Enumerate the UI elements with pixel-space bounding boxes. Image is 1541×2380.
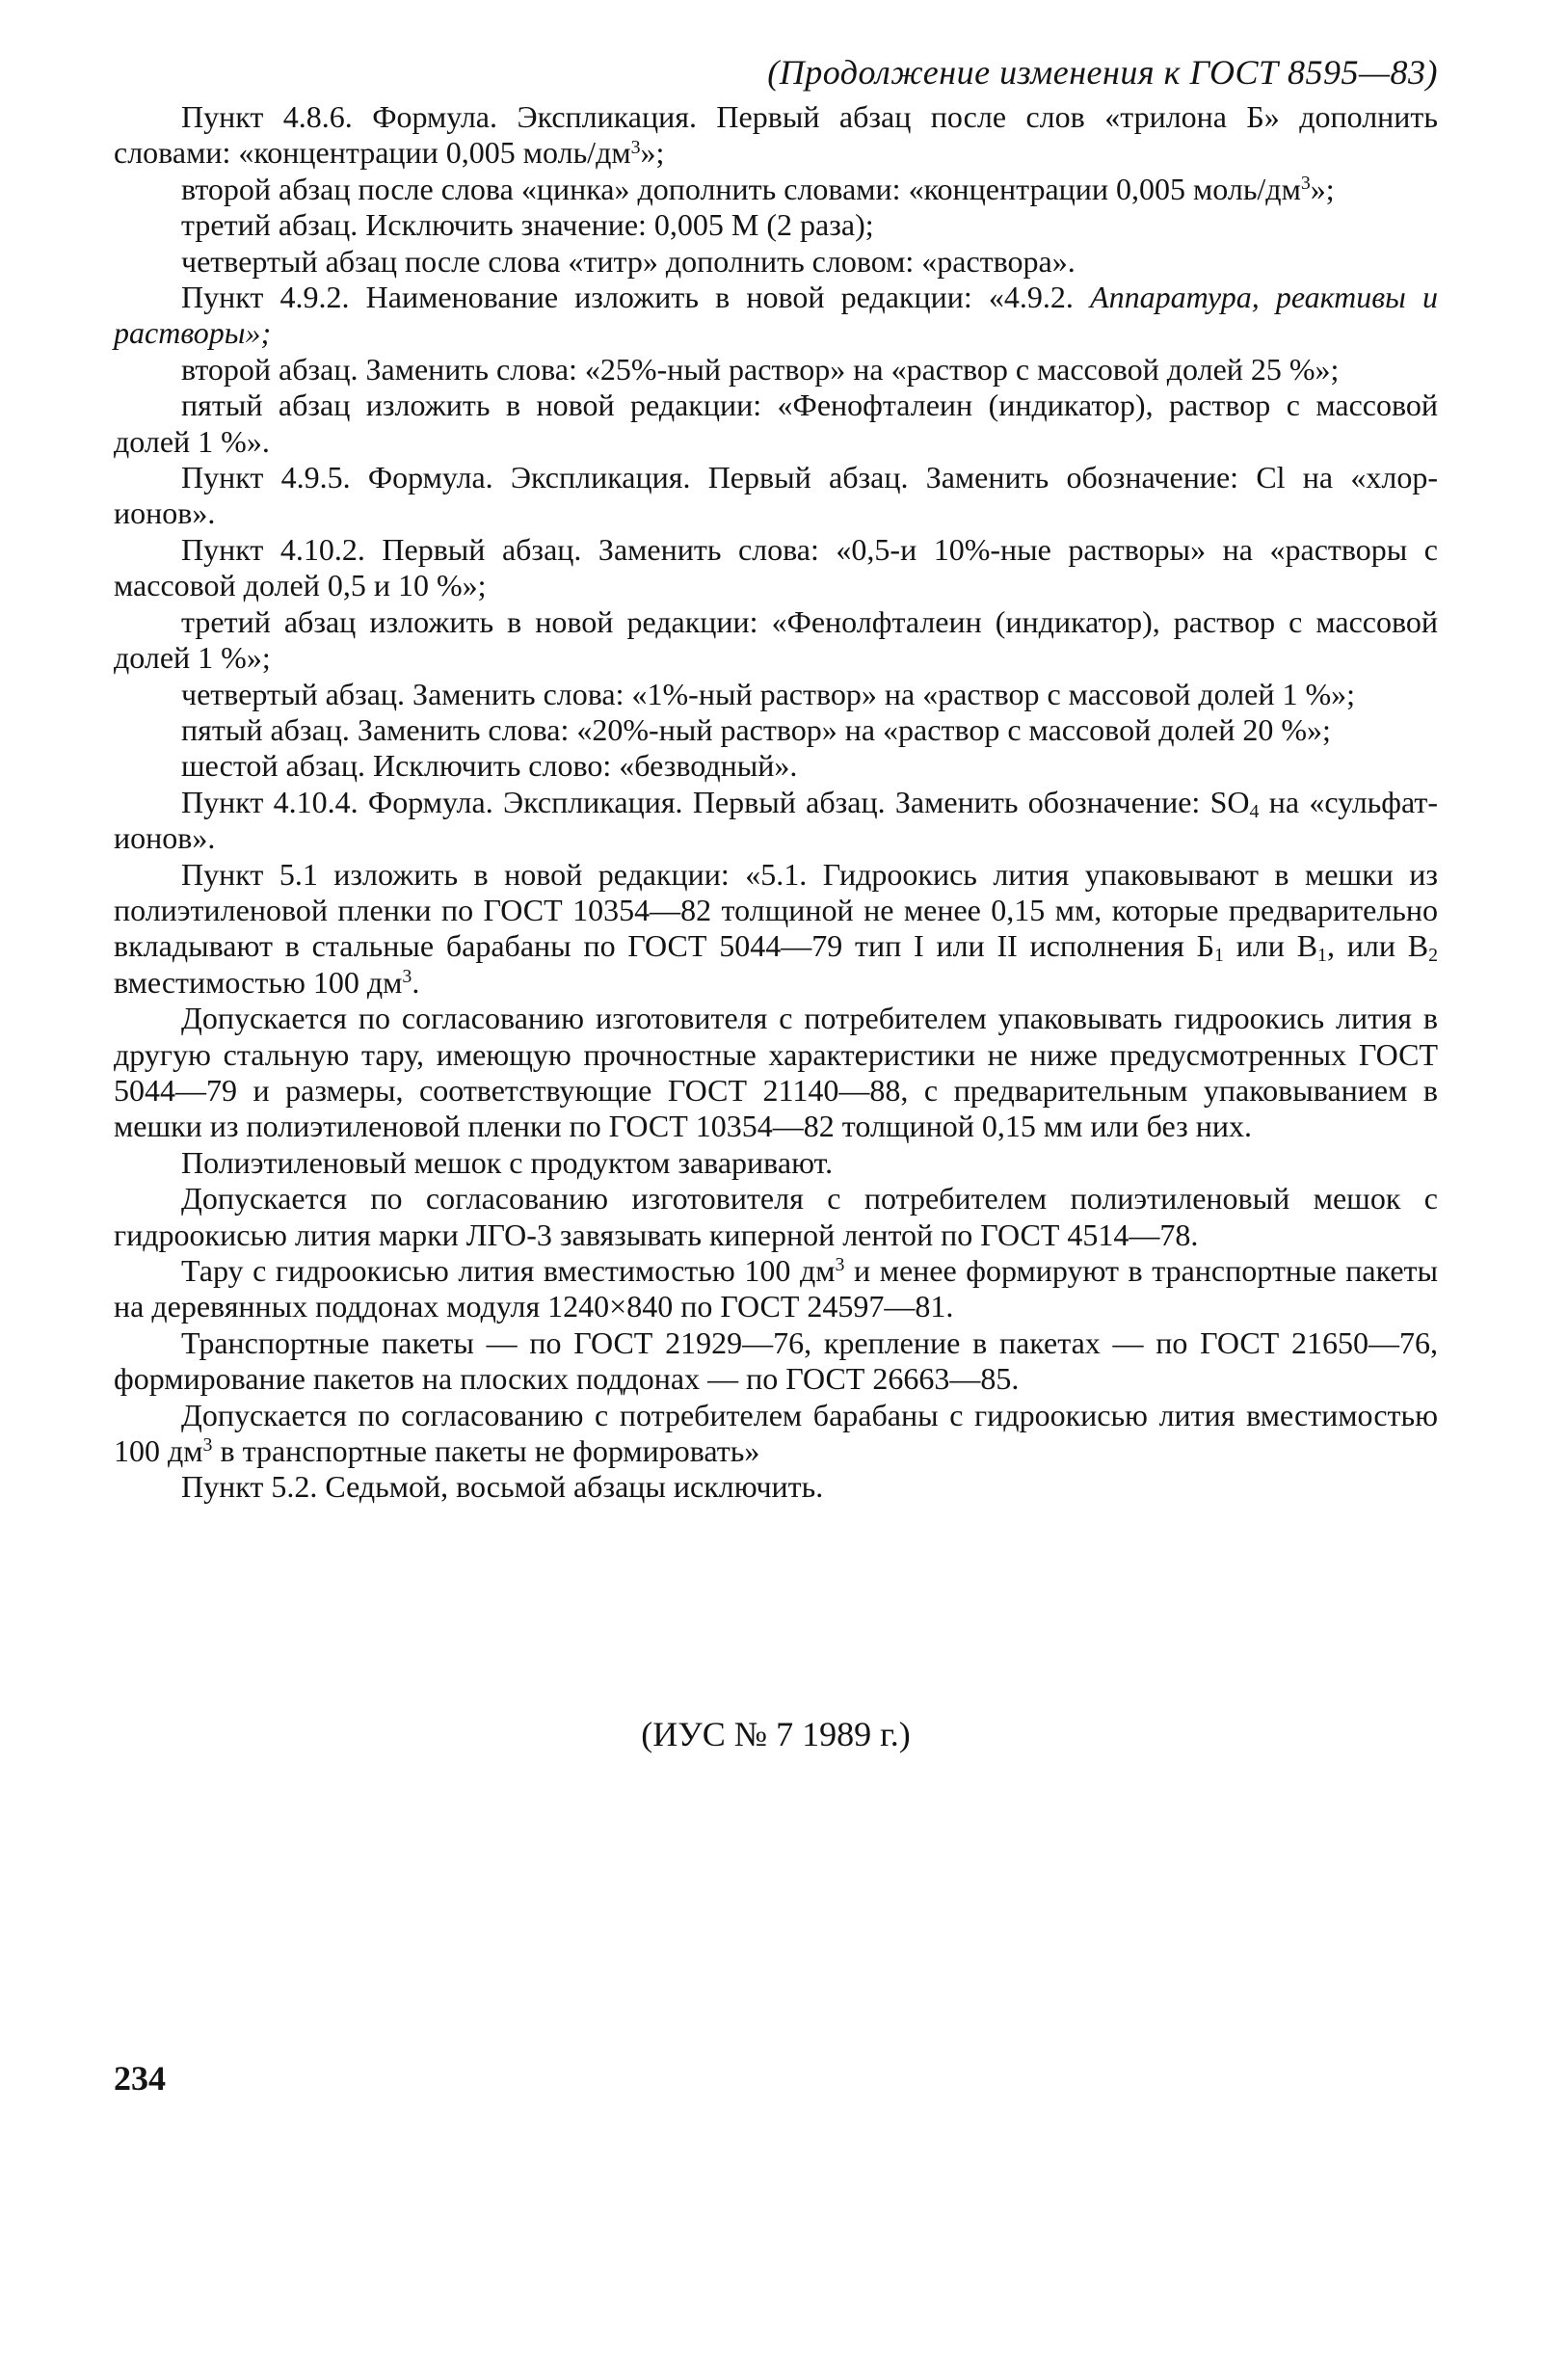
text-run: в транспортные пакеты не формировать» [212, 1433, 760, 1469]
paragraph [114, 1325, 1438, 1398]
paragraph [114, 748, 1438, 784]
text-run: Допускается по согласованию с потребителем барабаны с гидроокисью лития вместимостью 100 дм [114, 1397, 1438, 1469]
paragraph [114, 1001, 1438, 1145]
paragraph [114, 712, 1438, 748]
paragraph [114, 532, 1438, 604]
text-run: третий абзац. Исключить значение: 0,005 М (2 раза); [181, 207, 874, 243]
running-header: (Продолжение изменения к ГОСТ 8595—83) [767, 53, 1438, 92]
superscript: 3 [202, 1434, 213, 1457]
text-run: Допускается по согласованию изготовителя с потребителем полиэтиленовый мешок с гидроокисью лития марки ЛГО-3 завязывать киперной лентой по ГОСТ 4514—78. [114, 1181, 1438, 1252]
text-run: четвертый абзац. Заменить слова: «1%-ный раствор» на «раствор с массовой долей 1 %»; [181, 676, 1356, 711]
text-run: или В [1223, 928, 1318, 964]
text-run: вместимостью 100 дм [114, 964, 403, 1000]
text-run: шестой абзац. Исключить слово: «безводный». [181, 748, 798, 784]
text-run: Допускается по согласованию изготовителя с потребителем упаковывать гидроокись лития в другую стальную тару, имеющую прочностные характеристики не ниже предусмотренных ГОСТ 5044—79 и размеры, соответствующие ГОСТ 21140—88, с предварительным упаковыванием в мешки из полиэтиленовой пленки по ГОСТ 10354—82 толщиной 0,15 мм или без них. [114, 1001, 1438, 1144]
subscript: 1 [1214, 945, 1224, 967]
text-run: второй абзац после слова «цинка» дополнить словами: «концентрации 0,005 моль/дм [181, 171, 1301, 206]
text-run: и менее формируют в транспортные пакеты на деревянных поддонах модуля 1240×840 по ГОСТ 24597—81. [114, 1253, 1439, 1324]
text-run: Полиэтиленовый мешок с продуктом заваривают. [181, 1144, 834, 1180]
text-run: Пункт 5.2. Седьмой, восьмой абзацы исключить. [181, 1469, 824, 1505]
issue-reference: (ИУС № 7 1989 г.) [641, 1715, 911, 1753]
superscript: 3 [835, 1254, 845, 1276]
paragraph [114, 785, 1438, 857]
document-body [114, 99, 1438, 1506]
paragraph [114, 352, 1438, 388]
paragraph [114, 99, 1438, 172]
paragraph [114, 1398, 1438, 1470]
text-run: третий абзац изложить в новой редакции: «Фенолфталеин (индикатор), раствор с массовой долей 1 %»; [114, 603, 1438, 676]
paragraph [114, 172, 1438, 207]
text-run: второй абзац. Заменить слова: «25%-ный раствор» на «раствор с массовой долей 25 %»; [181, 351, 1340, 387]
paragraph [114, 1469, 1438, 1505]
subscript: 4 [1249, 800, 1260, 822]
text-run: »; [640, 135, 665, 171]
superscript: 3 [630, 136, 641, 158]
page-number: 234 [114, 2059, 166, 2098]
subscript: 1 [1317, 945, 1327, 967]
superscript: 3 [1300, 172, 1311, 194]
text-run: четвертый абзац после слова «титр» дополнить словом: «раствора». [181, 243, 1076, 279]
text-run: Пункт 4.10.4. Формула. Экспликация. Первый абзац. Заменить обозначение: SO [181, 784, 1250, 819]
paragraph [114, 1181, 1438, 1253]
paragraph [114, 388, 1438, 460]
paragraph [114, 1253, 1438, 1325]
superscript: 3 [402, 965, 412, 987]
text-run: Пункт 5.1 изложить в новой редакции: «5.1. Гидроокись лития упаковывают в мешки из полиэтиленовой пленки по ГОСТ 10354—82 толщиной не менее 0,15 мм, которые предварительно вкладывают в стальные барабаны по ГОСТ 5044—79 тип I или II исполнения Б [114, 856, 1438, 964]
paragraph [114, 244, 1438, 280]
italic-text: Аппаратура, реактивы и растворы»; [114, 280, 1439, 351]
text-run: Транспортные пакеты — по ГОСТ 21929—76, крепление в пакетах — по ГОСТ 21650—76, формирование пакетов на плоских поддонах — по ГОСТ 26663—85. [114, 1324, 1438, 1397]
text-run: Тару с гидроокисью лития вместимостью 100 дм [181, 1253, 836, 1288]
text-run: Пункт 4.9.5. Формула. Экспликация. Первый абзац. Заменить обозначение: Cl на «хлор-ионов». [114, 460, 1438, 531]
text-run: . [412, 964, 420, 1000]
text-run: пятый абзац изложить в новой редакции: «Фенофталеин (индикатор), раствор с массовой долей 1 %». [114, 388, 1438, 459]
subscript: 2 [1428, 945, 1439, 967]
text-run: Пункт 4.10.2. Первый абзац. Заменить слова: «0,5-и 10%-ные растворы» на «растворы с массовой долей 0,5 и 10 %»; [114, 531, 1438, 603]
text-run: на «сульфат-ионов». [114, 784, 1439, 856]
paragraph [114, 1145, 1438, 1181]
paragraph [114, 460, 1438, 532]
text-run: пятый абзац. Заменить слова: «20%-ный раствор» на «раствор с массовой долей 20 %»; [181, 711, 1331, 747]
text-run: , или В [1326, 928, 1429, 964]
text-run: Пункт 4.8.6. Формула. Экспликация. Первый абзац после слов «трилона Б» дополнить словами: «концентрации 0,005 моль/дм [114, 99, 1438, 171]
text-run: »; [1310, 171, 1335, 206]
paragraph [114, 207, 1438, 243]
paragraph [114, 604, 1438, 677]
text-run: Пункт 4.9.2. Наименование изложить в новой редакции: «4.9.2. [181, 280, 1091, 315]
paragraph [114, 857, 1438, 1002]
paragraph [114, 677, 1438, 712]
paragraph [114, 280, 1438, 352]
